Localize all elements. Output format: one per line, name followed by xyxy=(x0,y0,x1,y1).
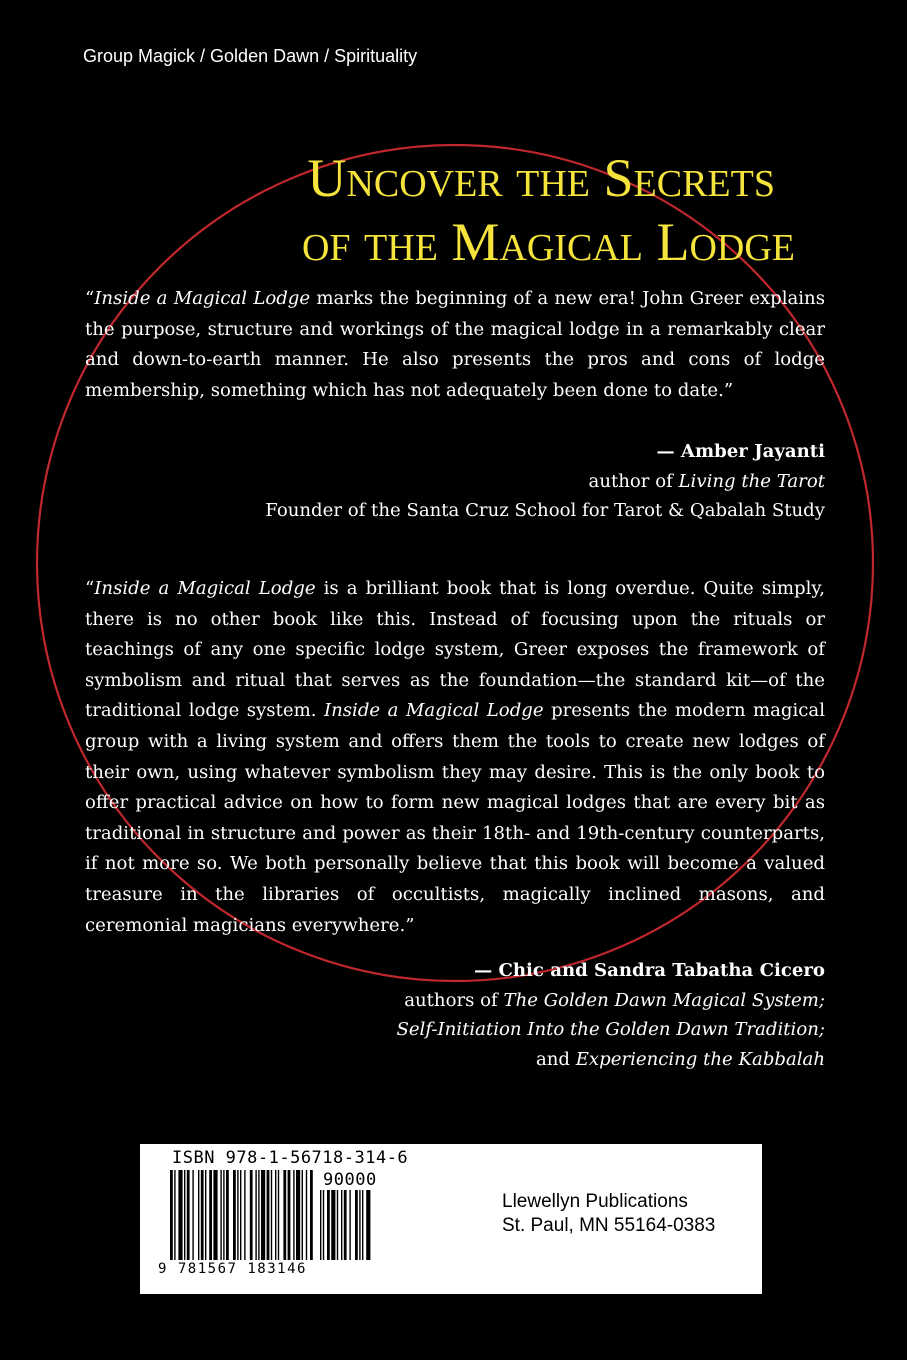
barcode-bar xyxy=(174,1170,175,1260)
barcode-bar xyxy=(187,1170,190,1260)
barcode-bar xyxy=(293,1170,294,1260)
barcode-bar xyxy=(240,1170,241,1260)
attribution-book-title-1: The Golden Dawn Magical System; xyxy=(503,989,825,1011)
publisher-address: St. Paul, MN 55164-0383 xyxy=(502,1215,716,1236)
barcode-bar xyxy=(261,1170,265,1260)
barcode-bar xyxy=(201,1170,204,1260)
attribution-name: — Chic and Sandra Tabatha Cicero xyxy=(474,960,825,981)
barcode-bar xyxy=(170,1170,173,1260)
barcode-bar xyxy=(244,1170,245,1260)
barcode-number: 9 781567 183146 xyxy=(158,1261,307,1277)
barcode-bar xyxy=(323,1190,324,1260)
barcode-bar xyxy=(366,1190,370,1260)
barcode-bar xyxy=(255,1170,256,1260)
book-title: Inside a Magical Lodge xyxy=(94,578,316,599)
barcode-bar xyxy=(288,1170,291,1260)
barcode-bar xyxy=(310,1170,313,1260)
barcode-bar xyxy=(327,1190,330,1260)
barcode-bar xyxy=(320,1190,321,1260)
quote-text-b: presents the modern magical group with a living system and offers them the tools to create new lodges of their own, using whatever symbolism they may desire. This is the only book to offer practical advice on how to form new magical lodges that are every bit as traditional in structure and power as their 18th- and 19th-century counterparts, if not more so. We both personally believe that this book will become a valued treasure in the libraries of occultists, magically inclined masons, and ceremonial magicians everywhere.” xyxy=(85,700,825,936)
barcode-bar xyxy=(226,1170,229,1260)
headline-line-2: of the Magical Lodge xyxy=(301,212,795,272)
headline-line-1: Uncover the Secrets xyxy=(307,148,775,208)
barcode-bar xyxy=(278,1170,279,1260)
barcode-bar xyxy=(258,1170,259,1260)
book-title-2: Inside a Magical Lodge xyxy=(323,700,544,722)
attribution-affiliation: Founder of the Santa Cruz School for Tarot & Qabalah Study xyxy=(265,500,825,521)
barcode-bar xyxy=(237,1170,238,1260)
attribution-role xyxy=(265,467,825,497)
quote-open-mark: “ xyxy=(85,288,95,309)
barcode-bar xyxy=(267,1170,270,1260)
barcode-bar xyxy=(209,1170,212,1260)
attribution-and: and xyxy=(535,1048,576,1070)
quote-text-a: is a brilliant book that is long overdue. Quite simply, there is no other book like this. Instead of focusing upon the rituals or teachings of any one specific lodge system, Greer exposes the framework of symbolism and ritual that serves as the foundation—the standard kit—of the traditional lodge system. xyxy=(85,578,825,722)
barcode-bar xyxy=(296,1170,300,1260)
barcode-bar xyxy=(184,1170,185,1260)
attribution-role-prefix: authors of xyxy=(404,989,504,1011)
attribution-name: — Amber Jayanti xyxy=(656,441,825,462)
quote-cicero xyxy=(85,574,825,941)
barcode-bar xyxy=(233,1170,236,1260)
attribution-book-title-3: Experiencing the Kabbalah xyxy=(575,1048,825,1070)
barcode-bar xyxy=(250,1170,253,1260)
barcode-bar xyxy=(355,1190,358,1260)
attribution-amber-jayanti xyxy=(265,437,825,526)
price-code: 90000 xyxy=(323,1170,377,1190)
barcode-bar xyxy=(213,1170,217,1260)
category-label: Group Magick / Golden Dawn / Spirituality xyxy=(83,46,418,66)
barcode-bar xyxy=(178,1170,182,1260)
barcode-bar xyxy=(205,1170,206,1260)
barcode-bar xyxy=(198,1170,199,1260)
attribution-role-prefix: author of xyxy=(588,470,679,492)
book-title: Inside a Magical Lodge xyxy=(94,288,311,309)
barcode-bar xyxy=(302,1170,303,1260)
barcode-bar xyxy=(223,1170,224,1260)
attribution-book-3 xyxy=(396,1045,825,1075)
barcode-bar xyxy=(275,1170,276,1260)
quote-amber-jayanti xyxy=(85,284,825,406)
attribution-book-2 xyxy=(396,1015,825,1045)
barcode-bar xyxy=(306,1170,307,1260)
isbn-text: ISBN 978-1-56718-314-6 xyxy=(172,1148,409,1168)
barcode-bar xyxy=(362,1190,363,1260)
barcode-bar xyxy=(337,1190,338,1260)
barcode-bar xyxy=(331,1190,335,1260)
barcode-bar xyxy=(359,1190,360,1260)
barcode-bar xyxy=(220,1170,221,1260)
barcode-bar xyxy=(192,1170,193,1260)
quote-open-mark: “ xyxy=(85,578,95,599)
barcode-bar xyxy=(341,1190,342,1260)
publisher-info xyxy=(502,1190,742,1238)
barcode-box xyxy=(140,1144,762,1294)
quote-text: marks the beginning of a new era! John Greer explains the purpose, structure and workings of the magical lodge in a remarkably clear and down-to-earth manner. He also presents the pros and cons of lodge membership, something which has not adequately been done to date.” xyxy=(85,288,825,401)
barcode-bar xyxy=(344,1190,347,1260)
barcode-bar xyxy=(283,1170,286,1260)
attribution-book-title: Living the Tarot xyxy=(678,470,825,492)
attribution-book-title-2: Self-Initiation Into the Golden Dawn Tradition; xyxy=(396,1019,825,1040)
attribution-role xyxy=(396,986,825,1016)
publisher-name: Llewellyn Publications xyxy=(502,1191,688,1212)
attribution-cicero xyxy=(396,956,825,1074)
barcode-bar xyxy=(271,1170,272,1260)
barcode-bar xyxy=(349,1190,350,1260)
